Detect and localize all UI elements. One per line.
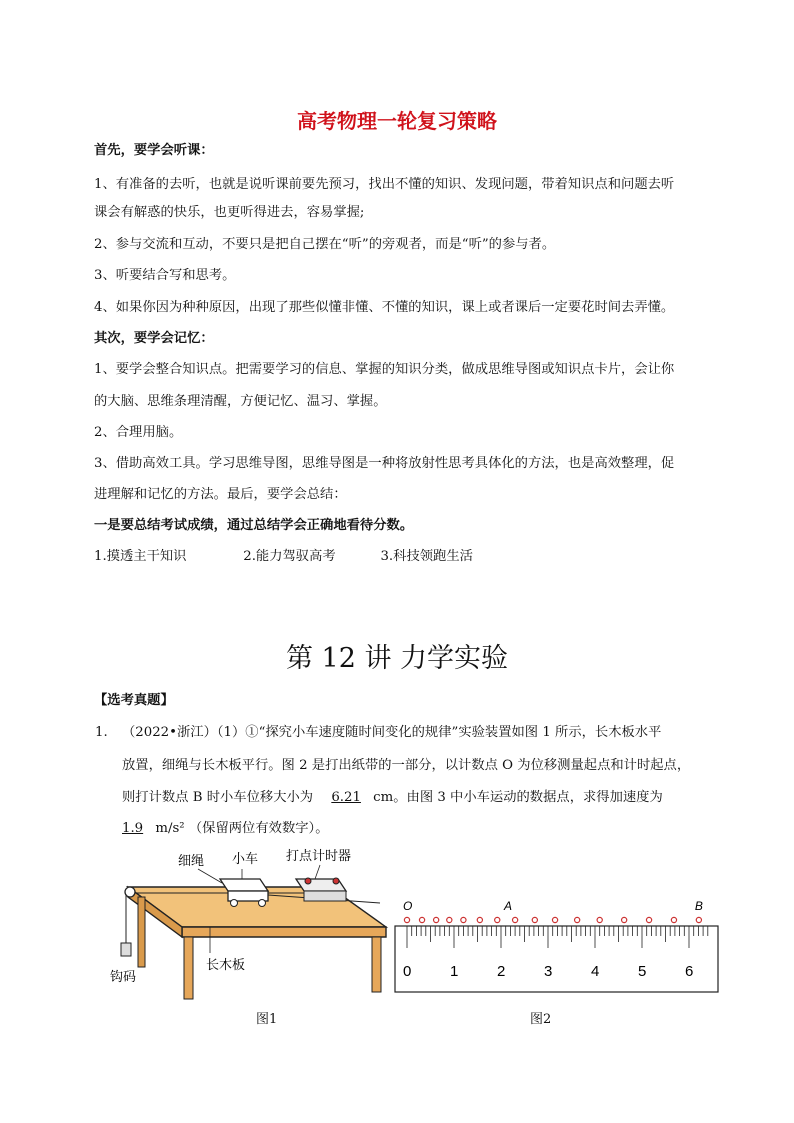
section1-p1-line1: 1、有准备的去听，也就是说听课前要先预习，找出不懂的知识、发现问题，带着知识点和问题去听	[94, 177, 675, 192]
label-car: 小车	[232, 851, 259, 866]
section2-p1-line2: 的大脑、思维条理清醒，方便记忆、温习、掌握。	[94, 394, 387, 409]
tape-dot	[477, 917, 482, 922]
question-number: 1.	[95, 725, 108, 740]
tape-dot	[404, 917, 409, 922]
strategy-item: 3.科技领跑生活	[380, 549, 473, 564]
question-line4-post: （保留两位有效数字）。	[188, 821, 329, 836]
tape-dot	[461, 917, 466, 922]
section1-p1-line2: 课会有解惑的快乐，也更听得进去，容易掌握;	[94, 205, 365, 220]
label-rope: 细绳	[178, 853, 205, 868]
ruler-body	[395, 926, 718, 992]
ruler-number: 6	[685, 963, 694, 980]
table-leg	[184, 937, 193, 999]
summary-line: 一是要总结考试成绩，通过总结学会正确地看待分数。	[94, 518, 414, 533]
figure2-caption: 图2	[530, 1012, 552, 1027]
strategy-items	[94, 548, 473, 566]
section1-p4: 4、如果你因为种种原因，出现了那些似懂非懂、不懂的知识，课上或者课后一定要花时间去弄懂。	[94, 300, 675, 315]
figure1-apparatus	[110, 845, 395, 1005]
ruler-number: 3	[544, 963, 553, 980]
label-weight: 钩码	[110, 969, 137, 984]
ruler-number: 0	[403, 963, 412, 980]
tape-dot	[532, 917, 537, 922]
strategy-item: 2.能力驾驭高考	[243, 549, 336, 564]
section1-p3: 3、听要结合写和思考。	[94, 268, 236, 283]
figure1-caption: 图1	[256, 1012, 278, 1027]
ruler-number: 5	[638, 963, 647, 980]
tape-dot	[597, 917, 602, 922]
tape-dot	[622, 917, 627, 922]
section2-heading: 其次，要学会记忆：	[94, 331, 214, 346]
tape-dot	[434, 917, 439, 922]
hook-weight	[121, 943, 131, 956]
point-label: B	[694, 900, 703, 913]
unit: m/s²	[155, 821, 185, 836]
question-line2: 放置，细绳与长木板平行。图 2 是打出纸带的一部分，以计数点 O 为位移测量起点和计时起点，	[122, 758, 691, 773]
table-leg	[138, 897, 145, 967]
table-front	[182, 927, 386, 937]
point-label: A	[504, 900, 513, 913]
label-board: 长木板	[206, 957, 246, 972]
ruler-number: 2	[497, 963, 506, 980]
tape-dot	[575, 917, 580, 922]
point-label: O	[403, 900, 413, 913]
question-line3	[122, 789, 663, 807]
question-line3-pre: 则打计数点 B 时小车位移大小为	[122, 790, 314, 805]
section2-p3-line2: 进理解和记忆的方法。最后，要学会总结：	[94, 487, 347, 502]
section1-p2: 2、参与交流和互动，不要只是把自己摆在“听”的旁观者，而是“听”的参与者。	[94, 237, 556, 252]
tape-dot	[419, 917, 424, 922]
figure2-ruler	[392, 900, 722, 1000]
section2-p1-line1: 1、要学会整合知识点。把需要学习的信息、掌握的知识分类，做成思维导图或知识点卡片，会让你	[94, 362, 675, 377]
tape-dot	[671, 917, 676, 922]
strategy-item: 1.摸透主干知识	[94, 549, 187, 564]
tape-dot	[696, 917, 701, 922]
label-timer: 打点计时器	[286, 848, 352, 863]
question-line3-post: cm。由图 3 中小车运动的数据点，求得加速度为	[373, 790, 663, 805]
tape-dot	[495, 917, 500, 922]
car	[220, 879, 268, 891]
section1-heading: 首先，要学会听课：	[94, 143, 214, 158]
page-title: 高考物理一轮复习策略	[297, 109, 497, 133]
section2-p3-line1: 3、借助高效工具。学习思维导图，思维导图是一种将放射性思考具体化的方法，也是高效整理，促	[94, 456, 675, 471]
tape-dot	[646, 917, 651, 922]
question-line1: （2022•浙江）（1）①“探究小车速度随时间变化的规律”实验装置如图 1 所示，长木板水平	[122, 725, 662, 740]
question-line4	[122, 820, 329, 838]
ruler-number: 4	[591, 963, 600, 980]
ruler-number: 1	[450, 963, 459, 980]
tape-dot	[552, 917, 557, 922]
section-tag: 【选考真题】	[94, 693, 174, 708]
answer-blank-2: 1.9	[122, 821, 144, 836]
tape-dot	[447, 917, 452, 922]
section2-p2: 2、合理用脑。	[94, 425, 183, 440]
table-leg	[372, 937, 381, 992]
lecture-title: 第 12 讲 力学实验	[285, 643, 509, 674]
tape-dot	[513, 917, 518, 922]
answer-blank-1: 6.21	[331, 790, 361, 805]
